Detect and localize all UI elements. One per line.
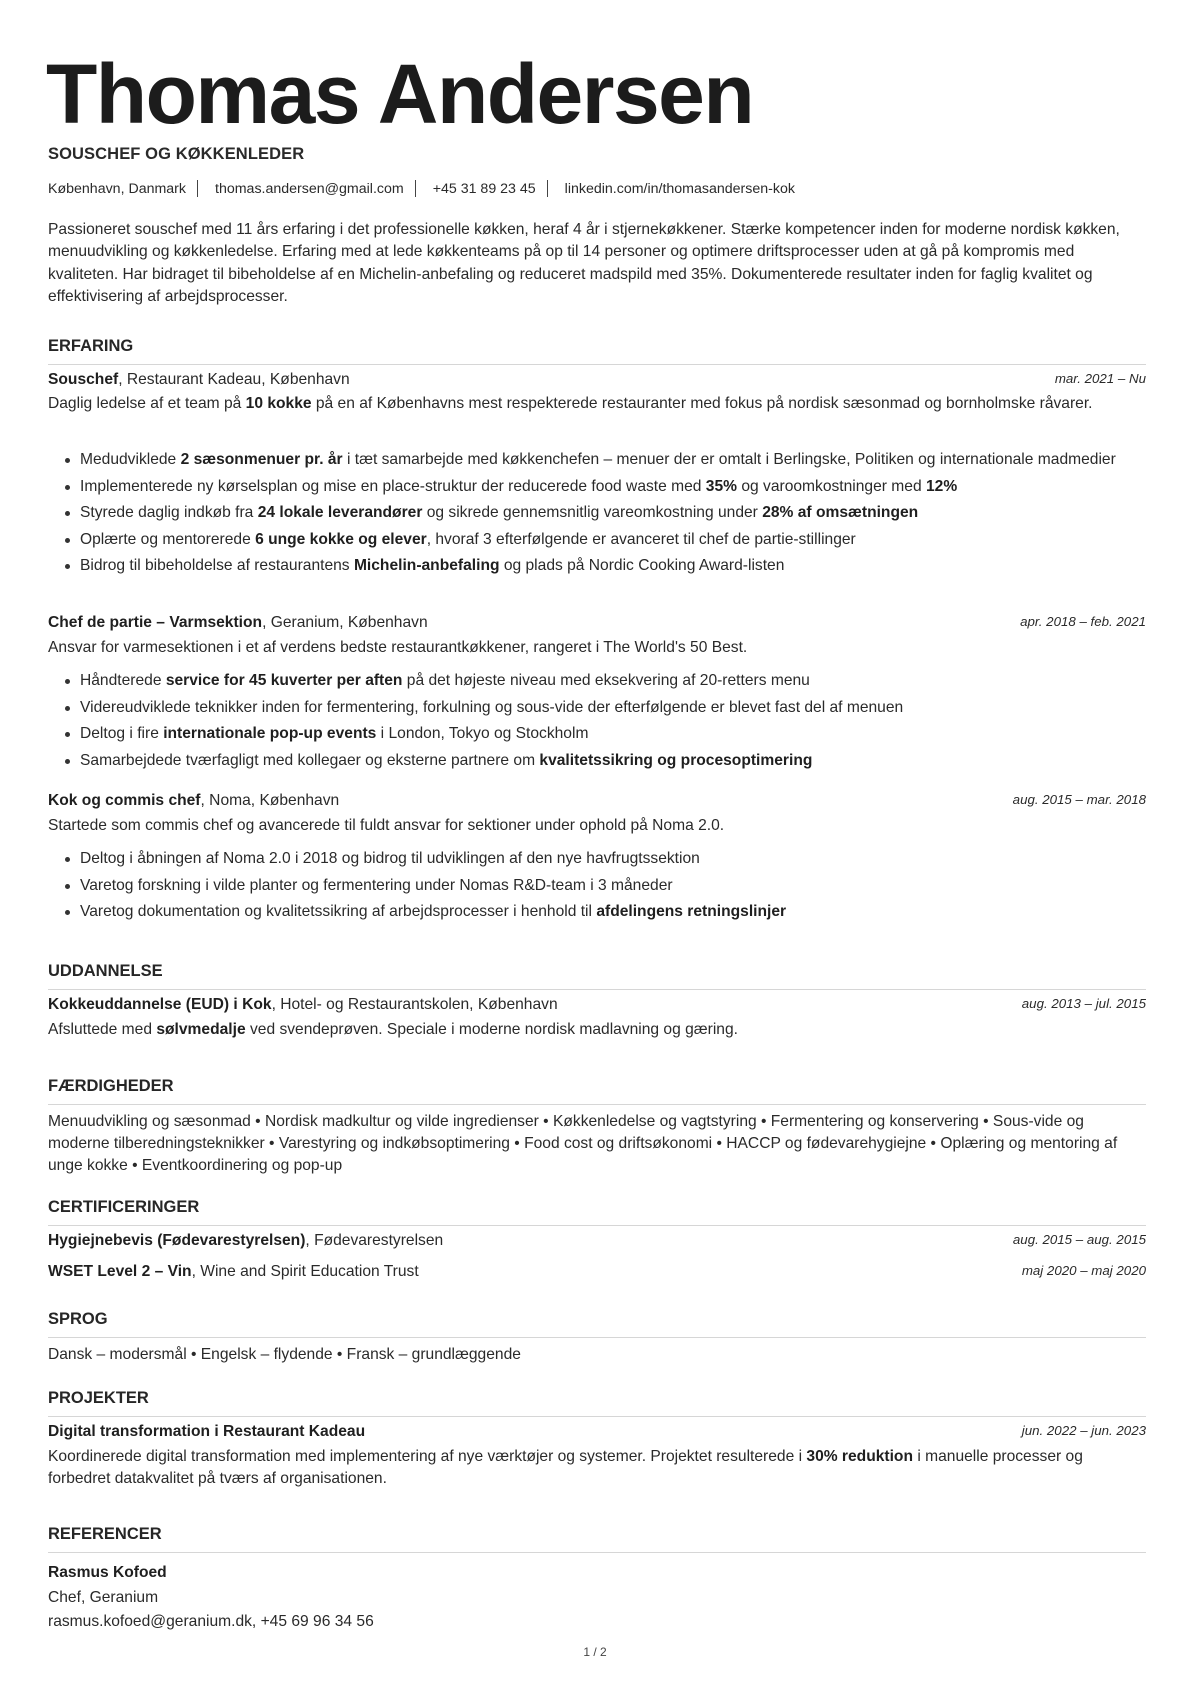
text-run: Styrede daglig indkøb fra <box>80 504 258 521</box>
candidate-title: SOUSCHEF OG KØKKENLEDER <box>48 145 305 163</box>
text-run: Samarbejdede tværfagligt med kollegaer og eksterne partnere om <box>80 751 540 769</box>
bullet-item <box>80 723 1146 745</box>
contact-row <box>48 180 795 197</box>
job-date: mar. 2021 – Nu <box>1054 371 1146 386</box>
bullet-item <box>80 848 1146 870</box>
section-heading-projects: PROJEKTER <box>48 1389 1146 1417</box>
divider <box>415 180 416 197</box>
bullet-item <box>80 750 1146 772</box>
emphasis-text: sølvmedalje <box>156 1021 246 1038</box>
project-name: Digital transformation i Restaurant Kadeau <box>48 1423 366 1440</box>
job-role: Souschef <box>48 371 119 388</box>
text-run: Implementerede ny kørselsplan og mise en place-struktur der reducerede food waste med <box>80 477 706 495</box>
emphasis-text: kvalitetssikring og procesoptimering <box>539 751 813 769</box>
certification-org: , Fødevarestyrelsen <box>305 1232 444 1249</box>
certification-entry <box>48 1232 1146 1250</box>
job-bullets <box>80 670 1146 776</box>
text-run: Varetog forskning i vilde planter og fermentering under Nomas R&D-team i 3 måneder <box>80 876 673 894</box>
job-date: aug. 2015 – mar. 2018 <box>1012 792 1146 807</box>
text-run: i London, Tokyo og Stockholm <box>376 725 589 742</box>
section-heading-references: REFERENCER <box>48 1525 1146 1553</box>
emphasis-text: Michelin-anbefaling <box>353 557 500 574</box>
text-run: Bidrog til bibeholdelse af restaurantens <box>80 557 354 574</box>
text-run: på det højeste niveau med eksekvering af 20-retters menu <box>402 672 810 689</box>
candidate-name: Thomas Andersen <box>46 47 754 141</box>
emphasis-text: 24 lokale leverandører <box>257 504 423 521</box>
education-description <box>48 1019 1146 1041</box>
contact-email-link[interactable]: thomas.andersen@gmail.com <box>215 180 404 197</box>
certification-date: aug. 2015 – aug. 2015 <box>1012 1232 1146 1247</box>
experience-entry-header <box>48 371 1146 389</box>
job-description <box>48 815 1146 837</box>
text-run: Afsluttede med <box>48 1021 157 1038</box>
bullet-item <box>80 901 1146 923</box>
languages-list: Dansk – modersmål • Engelsk – flydende • Fransk – grundlæggende <box>48 1346 521 1363</box>
section-heading-certifications: CERTIFICERINGER <box>48 1198 1146 1226</box>
bullet-item <box>80 670 1146 692</box>
text-run: , hvoraf 3 efterfølgende er avanceret til chef de partie-stillinger <box>426 530 856 548</box>
text-run: Startede som commis chef og avancerede til fuldt ansvar for sektioner under ophold på Noma 2.0. <box>48 817 725 834</box>
bullet-item <box>80 449 1146 471</box>
experience-entry-header <box>48 792 1146 810</box>
section-heading-education: UDDANNELSE <box>48 962 1146 990</box>
experience-entry-header <box>48 614 1146 632</box>
job-role: Chef de partie – Varmsektion <box>48 614 263 631</box>
section-heading-experience: ERFARING <box>48 337 1146 365</box>
reference-name: Rasmus Kofoed <box>48 1564 167 1581</box>
emphasis-text: 2 sæsonmenuer pr. år <box>180 451 343 468</box>
job-org: , Restaurant Kadeau, København <box>118 371 350 388</box>
certification-date: maj 2020 – maj 2020 <box>1021 1263 1146 1278</box>
education-date: aug. 2013 – jul. 2015 <box>1021 996 1146 1011</box>
certification-name: Hygiejnebevis (Fødevarestyrelsen) <box>48 1232 306 1249</box>
bullet-item <box>80 529 1146 551</box>
text-run: Daglig ledelse af et team på <box>48 395 246 412</box>
job-role: Kok og commis chef <box>48 792 201 809</box>
bullet-item <box>80 555 1146 577</box>
emphasis-text: 30% reduktion <box>806 1448 913 1465</box>
education-org: , Hotel- og Restaurantskolen, København <box>271 996 558 1013</box>
project-description <box>48 1446 1146 1490</box>
reference-title: Chef, Geranium <box>48 1588 159 1606</box>
text-run: og sikrede gennemsnitlig vareomkostning under <box>422 504 763 521</box>
bullet-item <box>80 476 1146 498</box>
contact-location: København, Danmark <box>48 180 187 197</box>
text-run: Videreudviklede teknikker inden for fermentering, forkulning og sous-vide der efterfølgende er blevet fast del af menuen <box>80 698 904 716</box>
emphasis-text: internationale pop-up events <box>163 725 377 742</box>
project-entry-header <box>48 1423 1146 1441</box>
emphasis-text: 28% af omsætningen <box>762 504 919 521</box>
section-heading-languages: SPROG <box>48 1310 1146 1338</box>
text-run: Koordinerede digital transformation med implementering af nye værktøjer og systemer. Projektet resulterede i <box>48 1448 807 1465</box>
text-run: Medudviklede <box>80 451 181 468</box>
emphasis-text: 10 kokke <box>245 395 312 412</box>
emphasis-text: 35% <box>705 477 738 495</box>
text-run: og plads på Nordic Cooking Award-listen <box>499 557 785 574</box>
certification-org: , Wine and Spirit Education Trust <box>191 1263 419 1280</box>
job-bullets <box>80 848 1146 928</box>
job-description <box>48 637 1146 659</box>
page-number: 1 / 2 <box>583 1645 607 1659</box>
project-date: jun. 2022 – jun. 2023 <box>1021 1423 1146 1438</box>
contact-linkedin-link[interactable]: linkedin.com/in/thomasandersen-kok <box>564 180 795 197</box>
emphasis-text: 12% <box>925 477 958 495</box>
summary-paragraph: Passioneret souschef med 11 års erfaring i det professionelle køkken, heraf 4 år i stjernekøkkener. Stærke kompetencer inden for moderne nordisk køkken, menuudvikling og køkkenledelse. Erfaring med at lede køkkenteams på op til 14 personer og optimere driftsprocesser uden at gå på kompromis med kvaliteten. Har bidraget til bibeholdelse af en Michelin-anbefaling og reduceret madspild med 35%. Dokumenterede resultater inden for faglig kvalitet og effektivisering af arbejdsprocesser. <box>48 221 1120 305</box>
text-run: Oplærte og mentorerede <box>80 530 256 548</box>
skills-list: Menuudvikling og sæsonmad • Nordisk madkultur og vilde ingredienser • Køkkenledelse og vagtstyring • Fermentering og konservering • Sous-vide og moderne tilberedningsteknikker • Varestyring og indkøbsoptimering • Food cost og driftsøkonomi • HACCP og fødevarehygiejne • Oplæring og mentoring af unge kokke • Eventkoordinering og pop-up <box>48 1113 1118 1174</box>
contact-phone[interactable]: +45 31 89 23 45 <box>432 180 536 197</box>
job-bullets <box>80 449 1146 582</box>
job-org: , Geranium, København <box>262 614 428 631</box>
text-run: Ansvar for varmesektionen i et af verdens bedste restaurantkøkkener, rangeret i The World's 50 Best. <box>48 639 748 656</box>
text-run: Håndterede <box>80 672 166 689</box>
text-run: Deltog i fire <box>80 725 164 742</box>
text-run: Varetog dokumentation og kvalitetssikring af arbejdsprocesser i henhold til <box>80 903 597 920</box>
bullet-item <box>80 502 1146 524</box>
emphasis-text: 6 unge kokke og elever <box>255 530 427 548</box>
job-description <box>48 393 1146 415</box>
emphasis-text: service for 45 kuverter per aften <box>165 672 403 689</box>
divider <box>197 180 198 197</box>
certification-name: WSET Level 2 – Vin <box>48 1263 192 1280</box>
text-run: i tæt samarbejde med køkkenchefen – menuer der er omtalt i Berlingske, Politiken og internationale madmedier <box>342 451 1116 468</box>
emphasis-text: afdelingens retningslinjer <box>596 903 787 920</box>
bullet-item <box>80 697 1146 719</box>
text-run: Deltog i åbningen af Noma 2.0 i 2018 og bidrog til udviklingen af den nye havfrugtssektion <box>80 850 700 867</box>
text-run: på en af Københavns mest respekterede restauranter med fokus på nordisk sæsonmad og bornholmske råvarer. <box>311 395 1093 412</box>
education-degree: Kokkeuddannelse (EUD) i Kok <box>48 996 272 1013</box>
bullet-item <box>80 875 1146 897</box>
certification-entry <box>48 1263 1146 1281</box>
text-run: i manuelle processer og forbedret datakvalitet på tværs af organisationen. <box>48 1448 1083 1487</box>
job-org: , Noma, København <box>200 792 340 809</box>
text-run: ved svendeprøven. Speciale i moderne nordisk madlavning og gæring. <box>245 1021 738 1038</box>
education-entry-header <box>48 996 1146 1014</box>
section-heading-skills: FÆRDIGHEDER <box>48 1077 1146 1105</box>
divider <box>547 180 548 197</box>
job-date: apr. 2018 – feb. 2021 <box>1020 614 1146 629</box>
reference-contact: rasmus.kofoed@geranium.dk, +45 69 96 34 56 <box>48 1613 374 1630</box>
reference-entry <box>48 1561 1146 1635</box>
text-run: og varoomkostninger med <box>737 477 926 495</box>
